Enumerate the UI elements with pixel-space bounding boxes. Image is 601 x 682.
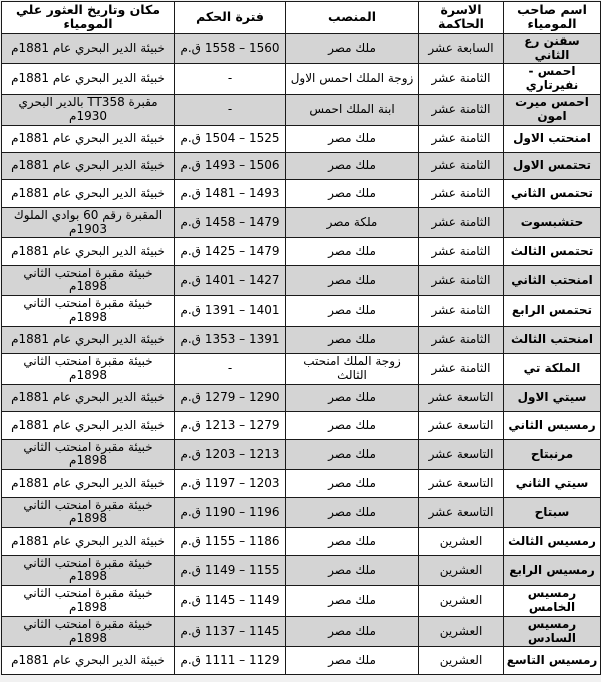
cell-period: 1290 – 1279 ق.م: [175, 384, 286, 411]
cell-dynasty: الثامنة عشر: [419, 94, 504, 125]
table-row: [2, 586, 601, 617]
table-row: [2, 354, 601, 385]
cell-dynasty: الثامنة عشر: [419, 152, 504, 179]
cell-name: تحتمس الثالث: [504, 238, 601, 265]
cell-period: 1427 – 1401 ق.م: [175, 265, 286, 296]
table-row: [2, 265, 601, 296]
cell-name: الملكة تي: [504, 354, 601, 385]
cell-period: 1155 – 1149 ق.م: [175, 555, 286, 586]
cell-period: 1506 – 1493 ق.م: [175, 152, 286, 179]
cell-name: سقنن رع الثاني: [504, 33, 601, 64]
table-row: [2, 180, 601, 207]
cell-place: خبيئة الدير البحري عام 1881م: [2, 64, 175, 95]
header-name: اسم صاحب المومياء: [504, 2, 601, 34]
table-row: [2, 296, 601, 327]
table-row: [2, 616, 601, 647]
cell-place: خبيئة الدير البحري عام 1881م: [2, 412, 175, 439]
table-row: [2, 555, 601, 586]
cell-place: خبيئة الدير البحري عام 1881م: [2, 326, 175, 353]
mummies-table: [1, 1, 601, 675]
cell-dynasty: الثامنة عشر: [419, 326, 504, 353]
table-row: [2, 647, 601, 674]
cell-position: ملك مصر: [286, 555, 419, 586]
cell-dynasty: العشرين: [419, 616, 504, 647]
table-header: [2, 2, 601, 34]
table-row: [2, 33, 601, 64]
table-row: [2, 125, 601, 152]
cell-position: ملك مصر: [286, 296, 419, 327]
cell-period: 1525 – 1504 ق.م: [175, 125, 286, 152]
cell-name: رمسيس الثاني: [504, 412, 601, 439]
document-page: [0, 1, 601, 667]
cell-period: 1560 – 1558 ق.م: [175, 33, 286, 64]
cell-dynasty: الثامنة عشر: [419, 125, 504, 152]
cell-position: ملك مصر: [286, 180, 419, 207]
cell-dynasty: التاسعة عشر: [419, 470, 504, 497]
cell-period: 1401 – 1391 ق.م: [175, 296, 286, 327]
table-row: [2, 384, 601, 411]
cell-period: 1149 – 1145 ق.م: [175, 586, 286, 617]
cell-dynasty: الثامنة عشر: [419, 180, 504, 207]
cell-position: ملك مصر: [286, 470, 419, 497]
header-place: مكان وتاريخ العثور علي المومياء: [2, 2, 175, 34]
cell-dynasty: العشرين: [419, 647, 504, 674]
cell-name: تحتمس الثاني: [504, 180, 601, 207]
cell-position: ابنة الملك احمس: [286, 94, 419, 125]
cell-period: 1196 – 1190 ق.م: [175, 497, 286, 528]
cell-name: تحتمس الرابع: [504, 296, 601, 327]
cell-dynasty: الثامنة عشر: [419, 265, 504, 296]
cell-place: خبيئة مقبرة امنحتب الثاني 1898م: [2, 265, 175, 296]
header-row: [2, 2, 601, 34]
table-row: [2, 497, 601, 528]
header-dynasty: الاسرة الحاكمة: [419, 2, 504, 34]
cell-place: خبيئة مقبرة امنحتب الثاني 1898م: [2, 497, 175, 528]
cell-name: تحتمس الاول: [504, 152, 601, 179]
cell-dynasty: الثامنة عشر: [419, 238, 504, 265]
cell-position: ملك مصر: [286, 238, 419, 265]
cell-place: خبيئة الدير البحري عام 1881م: [2, 647, 175, 674]
cell-position: ملك مصر: [286, 33, 419, 64]
cell-name: امنحتب الاول: [504, 125, 601, 152]
cell-name: احمس ميرت امون: [504, 94, 601, 125]
cell-name: رمسيس السادس: [504, 616, 601, 647]
cell-period: 1493 – 1481 ق.م: [175, 180, 286, 207]
cell-position: ملك مصر: [286, 326, 419, 353]
cell-period: 1479 – 1425 ق.م: [175, 238, 286, 265]
table-row: [2, 238, 601, 265]
cell-dynasty: الثامنة عشر: [419, 207, 504, 238]
cell-dynasty: السابعة عشر: [419, 33, 504, 64]
cell-name: امنحتب الثاني: [504, 265, 601, 296]
cell-place: خبيئة مقبرة امنحتب الثاني 1898م: [2, 586, 175, 617]
cell-period: -: [175, 64, 286, 95]
table-body: [2, 33, 601, 674]
cell-position: ملك مصر: [286, 586, 419, 617]
cell-dynasty: التاسعة عشر: [419, 412, 504, 439]
cell-position: ملكة مصر: [286, 207, 419, 238]
cell-dynasty: الثامنة عشر: [419, 64, 504, 95]
cell-dynasty: التاسعة عشر: [419, 439, 504, 470]
cell-position: ملك مصر: [286, 412, 419, 439]
cell-position: ملك مصر: [286, 152, 419, 179]
cell-position: ملك مصر: [286, 616, 419, 647]
table-row: [2, 207, 601, 238]
cell-position: ملك مصر: [286, 439, 419, 470]
header-period: فترة الحكم: [175, 2, 286, 34]
cell-period: 1391 – 1353 ق.م: [175, 326, 286, 353]
cell-position: ملك مصر: [286, 528, 419, 555]
cell-period: 1186 – 1155 ق.م: [175, 528, 286, 555]
cell-name: سيتي الثاني: [504, 470, 601, 497]
table-row: [2, 64, 601, 95]
cell-dynasty: الثامنة عشر: [419, 296, 504, 327]
table-row: [2, 412, 601, 439]
cell-name: رمسيس الثالث: [504, 528, 601, 555]
cell-dynasty: التاسعة عشر: [419, 497, 504, 528]
cell-place: خبيئة مقبرة امنحتب الثاني 1898م: [2, 616, 175, 647]
cell-position: ملك مصر: [286, 497, 419, 528]
cell-position: زوجة الملك احمس الاول: [286, 64, 419, 95]
cell-name: رمسيس التاسع: [504, 647, 601, 674]
cell-period: 1129 – 1111 ق.م: [175, 647, 286, 674]
cell-name: رمسيس الخامس: [504, 586, 601, 617]
cell-period: -: [175, 94, 286, 125]
cell-place: مقبرة TT358 بالدير البحري 1930م: [2, 94, 175, 125]
cell-period: 1213 – 1203 ق.م: [175, 439, 286, 470]
table-row: [2, 94, 601, 125]
cell-place: خبيئة الدير البحري عام 1881م: [2, 180, 175, 207]
cell-name: حتشبسوت: [504, 207, 601, 238]
cell-place: خبيئة مقبرة امنحتب الثاني 1898م: [2, 439, 175, 470]
cell-period: 1203 – 1197 ق.م: [175, 470, 286, 497]
cell-place: خبيئة الدير البحري عام 1881م: [2, 152, 175, 179]
cell-position: ملك مصر: [286, 265, 419, 296]
cell-dynasty: العشرين: [419, 555, 504, 586]
cell-period: 1479 – 1458 ق.م: [175, 207, 286, 238]
cell-name: سبتاح: [504, 497, 601, 528]
cell-dynasty: التاسعة عشر: [419, 384, 504, 411]
cell-period: 1145 – 1137 ق.م: [175, 616, 286, 647]
cell-name: سيتي الاول: [504, 384, 601, 411]
header-position: المنصب: [286, 2, 419, 34]
cell-position: ملك مصر: [286, 384, 419, 411]
cell-place: خبيئة مقبرة امنحتب الثاني 1898م: [2, 555, 175, 586]
table-row: [2, 439, 601, 470]
cell-dynasty: العشرين: [419, 528, 504, 555]
cell-position: ملك مصر: [286, 647, 419, 674]
cell-place: خبيئة الدير البحري عام 1881م: [2, 528, 175, 555]
page-background-strip: [0, 675, 601, 682]
cell-place: خبيئة مقبرة امنحتب الثاني 1898م: [2, 354, 175, 385]
table-row: [2, 470, 601, 497]
cell-period: 1279 – 1213 ق.م: [175, 412, 286, 439]
table-row: [2, 152, 601, 179]
cell-dynasty: العشرين: [419, 586, 504, 617]
cell-period: -: [175, 354, 286, 385]
table-row: [2, 326, 601, 353]
cell-name: رمسيس الرابع: [504, 555, 601, 586]
cell-place: المقبرة رقم 60 بوادي الملوك 1903م: [2, 207, 175, 238]
cell-place: خبيئة مقبرة امنحتب الثاني 1898م: [2, 296, 175, 327]
cell-position: ملك مصر: [286, 125, 419, 152]
cell-place: خبيئة الدير البحري عام 1881م: [2, 384, 175, 411]
cell-name: مرنبتاح: [504, 439, 601, 470]
cell-place: خبيئة الدير البحري عام 1881م: [2, 125, 175, 152]
cell-place: خبيئة الدير البحري عام 1881م: [2, 33, 175, 64]
cell-place: خبيئة الدير البحري عام 1881م: [2, 238, 175, 265]
cell-position: زوجة الملك امنحتب الثالث: [286, 354, 419, 385]
cell-dynasty: الثامنة عشر: [419, 354, 504, 385]
cell-name: احمس - نفيرتاري: [504, 64, 601, 95]
cell-name: امنحتب الثالث: [504, 326, 601, 353]
table-row: [2, 528, 601, 555]
cell-place: خبيئة الدير البحري عام 1881م: [2, 470, 175, 497]
